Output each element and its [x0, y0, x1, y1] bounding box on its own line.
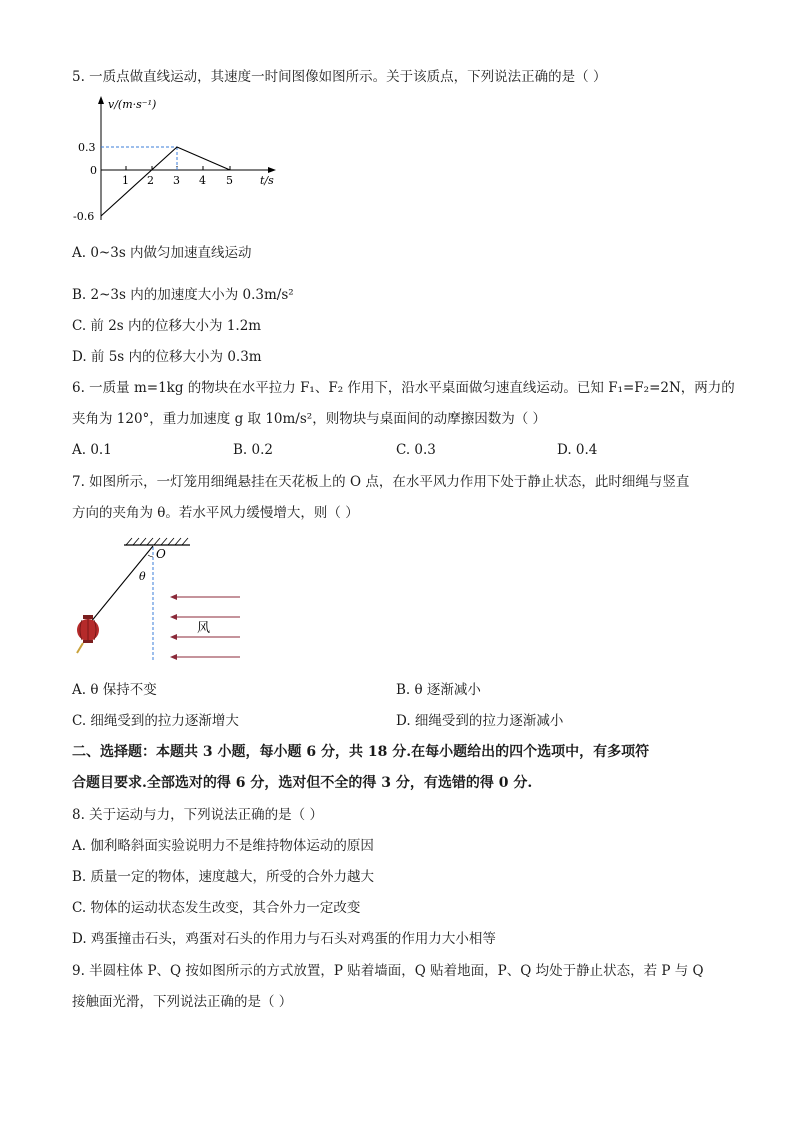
q7-lantern-figure	[70, 535, 270, 665]
q7-option-d[interactable]: D. 细绳受到的拉力逐渐减小	[396, 713, 564, 729]
q7-rope	[90, 546, 153, 623]
q7-stem-line2: 方向的夹角为 θ。若水平风力缓慢增大，则（ ）	[72, 505, 359, 521]
q8-option-a[interactable]: A. 伽利略斜面实验说明力不是维持物体运动的原因	[72, 838, 374, 854]
q7-option-c[interactable]: C. 细绳受到的拉力逐渐增大	[72, 713, 239, 729]
q5-x-tick-5: 5	[226, 174, 233, 187]
q8-option-d[interactable]: D. 鸡蛋撞击石头，鸡蛋对石头的作用力与石头对鸡蛋的作用力大小相等	[72, 931, 496, 947]
q5-x-tick-4: 4	[199, 174, 206, 187]
q7-angle-arc	[148, 555, 153, 557]
q7-option-b[interactable]: B. θ 逐渐减小	[396, 682, 481, 698]
q5-y-tick--0.6: -0.6	[73, 210, 95, 223]
q8-option-c[interactable]: C. 物体的运动状态发生改变，其合外力一定改变	[72, 900, 361, 916]
section2-heading-line2: 合题目要求.全部选对的得 6 分，选对但不全的得 3 分，有选错的得 0 分.	[72, 775, 533, 791]
q8-stem: 8. 关于运动与力，下列说法正确的是（ ）	[72, 807, 323, 823]
q7-label-o: O	[156, 547, 166, 561]
q5-x-arrow	[268, 167, 276, 173]
q6-option-a[interactable]: A. 0.1	[72, 442, 112, 458]
q5-option-a[interactable]: A. 0~3s 内做匀加速直线运动	[72, 245, 252, 261]
q5-option-d[interactable]: D. 前 5s 内的位移大小为 0.3m	[72, 349, 262, 365]
q7-ceiling-hatch	[126, 538, 188, 545]
q6-option-b[interactable]: B. 0.2	[233, 442, 273, 458]
section2-heading-line1: 二、选择题：本题共 3 小题，每小题 6 分，共 18 分.在每小题给出的四个选项中，有多项符	[72, 744, 650, 760]
q7-option-a[interactable]: A. θ 保持不变	[72, 682, 157, 698]
q5-vt-graph	[70, 92, 290, 232]
q7-stem-line1: 7. 如图所示，一灯笼用细绳悬挂在天花板上的 O 点，在水平风力作用下处于静止状态，此时细绳与竖直	[72, 474, 690, 490]
q6-stem-line2: 夹角为 120°，重力加速度 g 取 10m/s²，则物块与桌面间的动摩擦因数为（ ）	[72, 411, 546, 427]
q6-option-c[interactable]: C. 0.3	[396, 442, 436, 458]
q5-velocity-line	[101, 147, 230, 216]
q5-y-axis-label: v/(m·s⁻¹)	[108, 98, 157, 111]
q9-stem-line1: 9. 半圆柱体 P、Q 按如图所示的方式放置，P 贴着墙面，Q 贴着地面，P、Q 均处于静止状态，若 P 与 Q	[72, 963, 704, 979]
q5-x-tick-1: 1	[122, 174, 129, 187]
q6-option-d[interactable]: D. 0.4	[557, 442, 598, 458]
q5-option-b[interactable]: B. 2~3s 内的加速度大小为 0.3m/s²	[72, 287, 294, 303]
q5-x-tick-3: 3	[173, 174, 180, 187]
q5-x-tick-2: 2	[147, 174, 154, 187]
q5-x-axis-label: t/s	[260, 174, 274, 187]
q7-label-theta: θ	[139, 570, 146, 583]
q7-lantern-icon	[77, 615, 99, 653]
q5-option-c[interactable]: C. 前 2s 内的位移大小为 1.2m	[72, 318, 262, 334]
q5-y-tick-0.3: 0.3	[78, 141, 96, 154]
q7-wind-label: 风	[197, 621, 211, 636]
q5-stem: 5. 一质点做直线运动，其速度一时间图像如图所示。关于该质点，下列说法正确的是（ ）	[72, 69, 607, 85]
q5-y-arrow	[98, 96, 104, 104]
q5-y-tick-0: 0	[90, 164, 97, 177]
q9-stem-line2: 接触面光滑，下列说法正确的是（ ）	[72, 994, 293, 1010]
q6-stem-line1: 6. 一质量 m=1kg 的物块在水平拉力 F₁、F₂ 作用下，沿水平桌面做匀速直线运动。已知 F₁=F₂=2N，两力的	[72, 380, 735, 396]
q8-option-b[interactable]: B. 质量一定的物体，速度越大，所受的合外力越大	[72, 869, 375, 885]
